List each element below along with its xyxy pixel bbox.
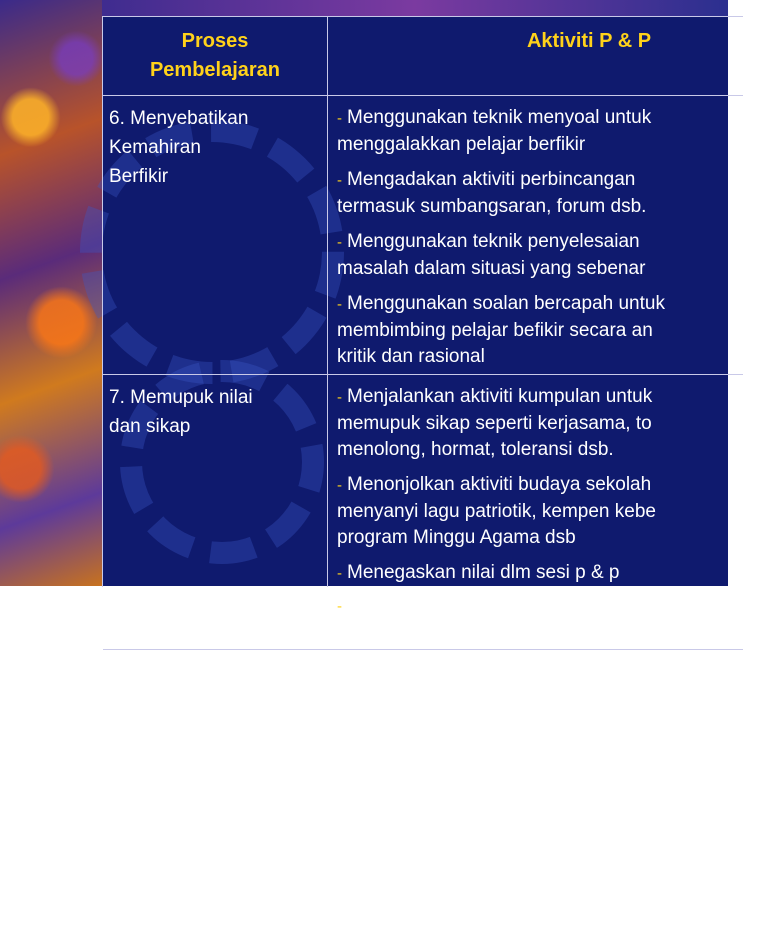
process-label: 7. Memupuk nilai dan sikap — [109, 387, 253, 437]
content-table — [102, 16, 743, 616]
activity-item: - Menegaskan nilai dlm sesi p & p — [337, 562, 620, 583]
header-proses-pembelajaran: Proses Pembelajaran — [149, 30, 281, 81]
activity-item: - Menggunakan soalan bercapah untuk membimbing pelajar befikir secara an kritik dan rasional — [337, 293, 665, 367]
activity-item: - Menjalankan aktiviti kumpulan untuk memupuk sikap seperti kerjasama, to menolong, hormat, toleransi dsb. — [337, 386, 653, 460]
activity-item: - Menonjolkan aktiviti budaya sekolah menyanyi lagu patriotik, kempen kebe program Minggu Agama dsb — [337, 474, 656, 548]
table-row — [103, 375, 743, 650]
process-label: 6. Menyebatikan Kemahiran Berfikir — [109, 108, 249, 187]
decorative-top-strip — [102, 0, 728, 16]
table-header-row — [103, 17, 743, 96]
table-row — [103, 96, 743, 375]
activity-item: - Galakkan pelajar sertai ko kurikulum — [337, 595, 654, 616]
activity-item: - Mengadakan aktiviti perbincangan termasuk sumbangsaran, forum dsb. — [337, 169, 647, 217]
header-aktiviti: Aktiviti P & P — [526, 30, 652, 52]
activity-item: - Menggunakan teknik penyelesaian masalah dalam situasi yang sebenar — [337, 231, 646, 279]
activity-item: - Menggunakan teknik menyoal untuk menggalakkan pelajar berfikir — [337, 107, 652, 155]
